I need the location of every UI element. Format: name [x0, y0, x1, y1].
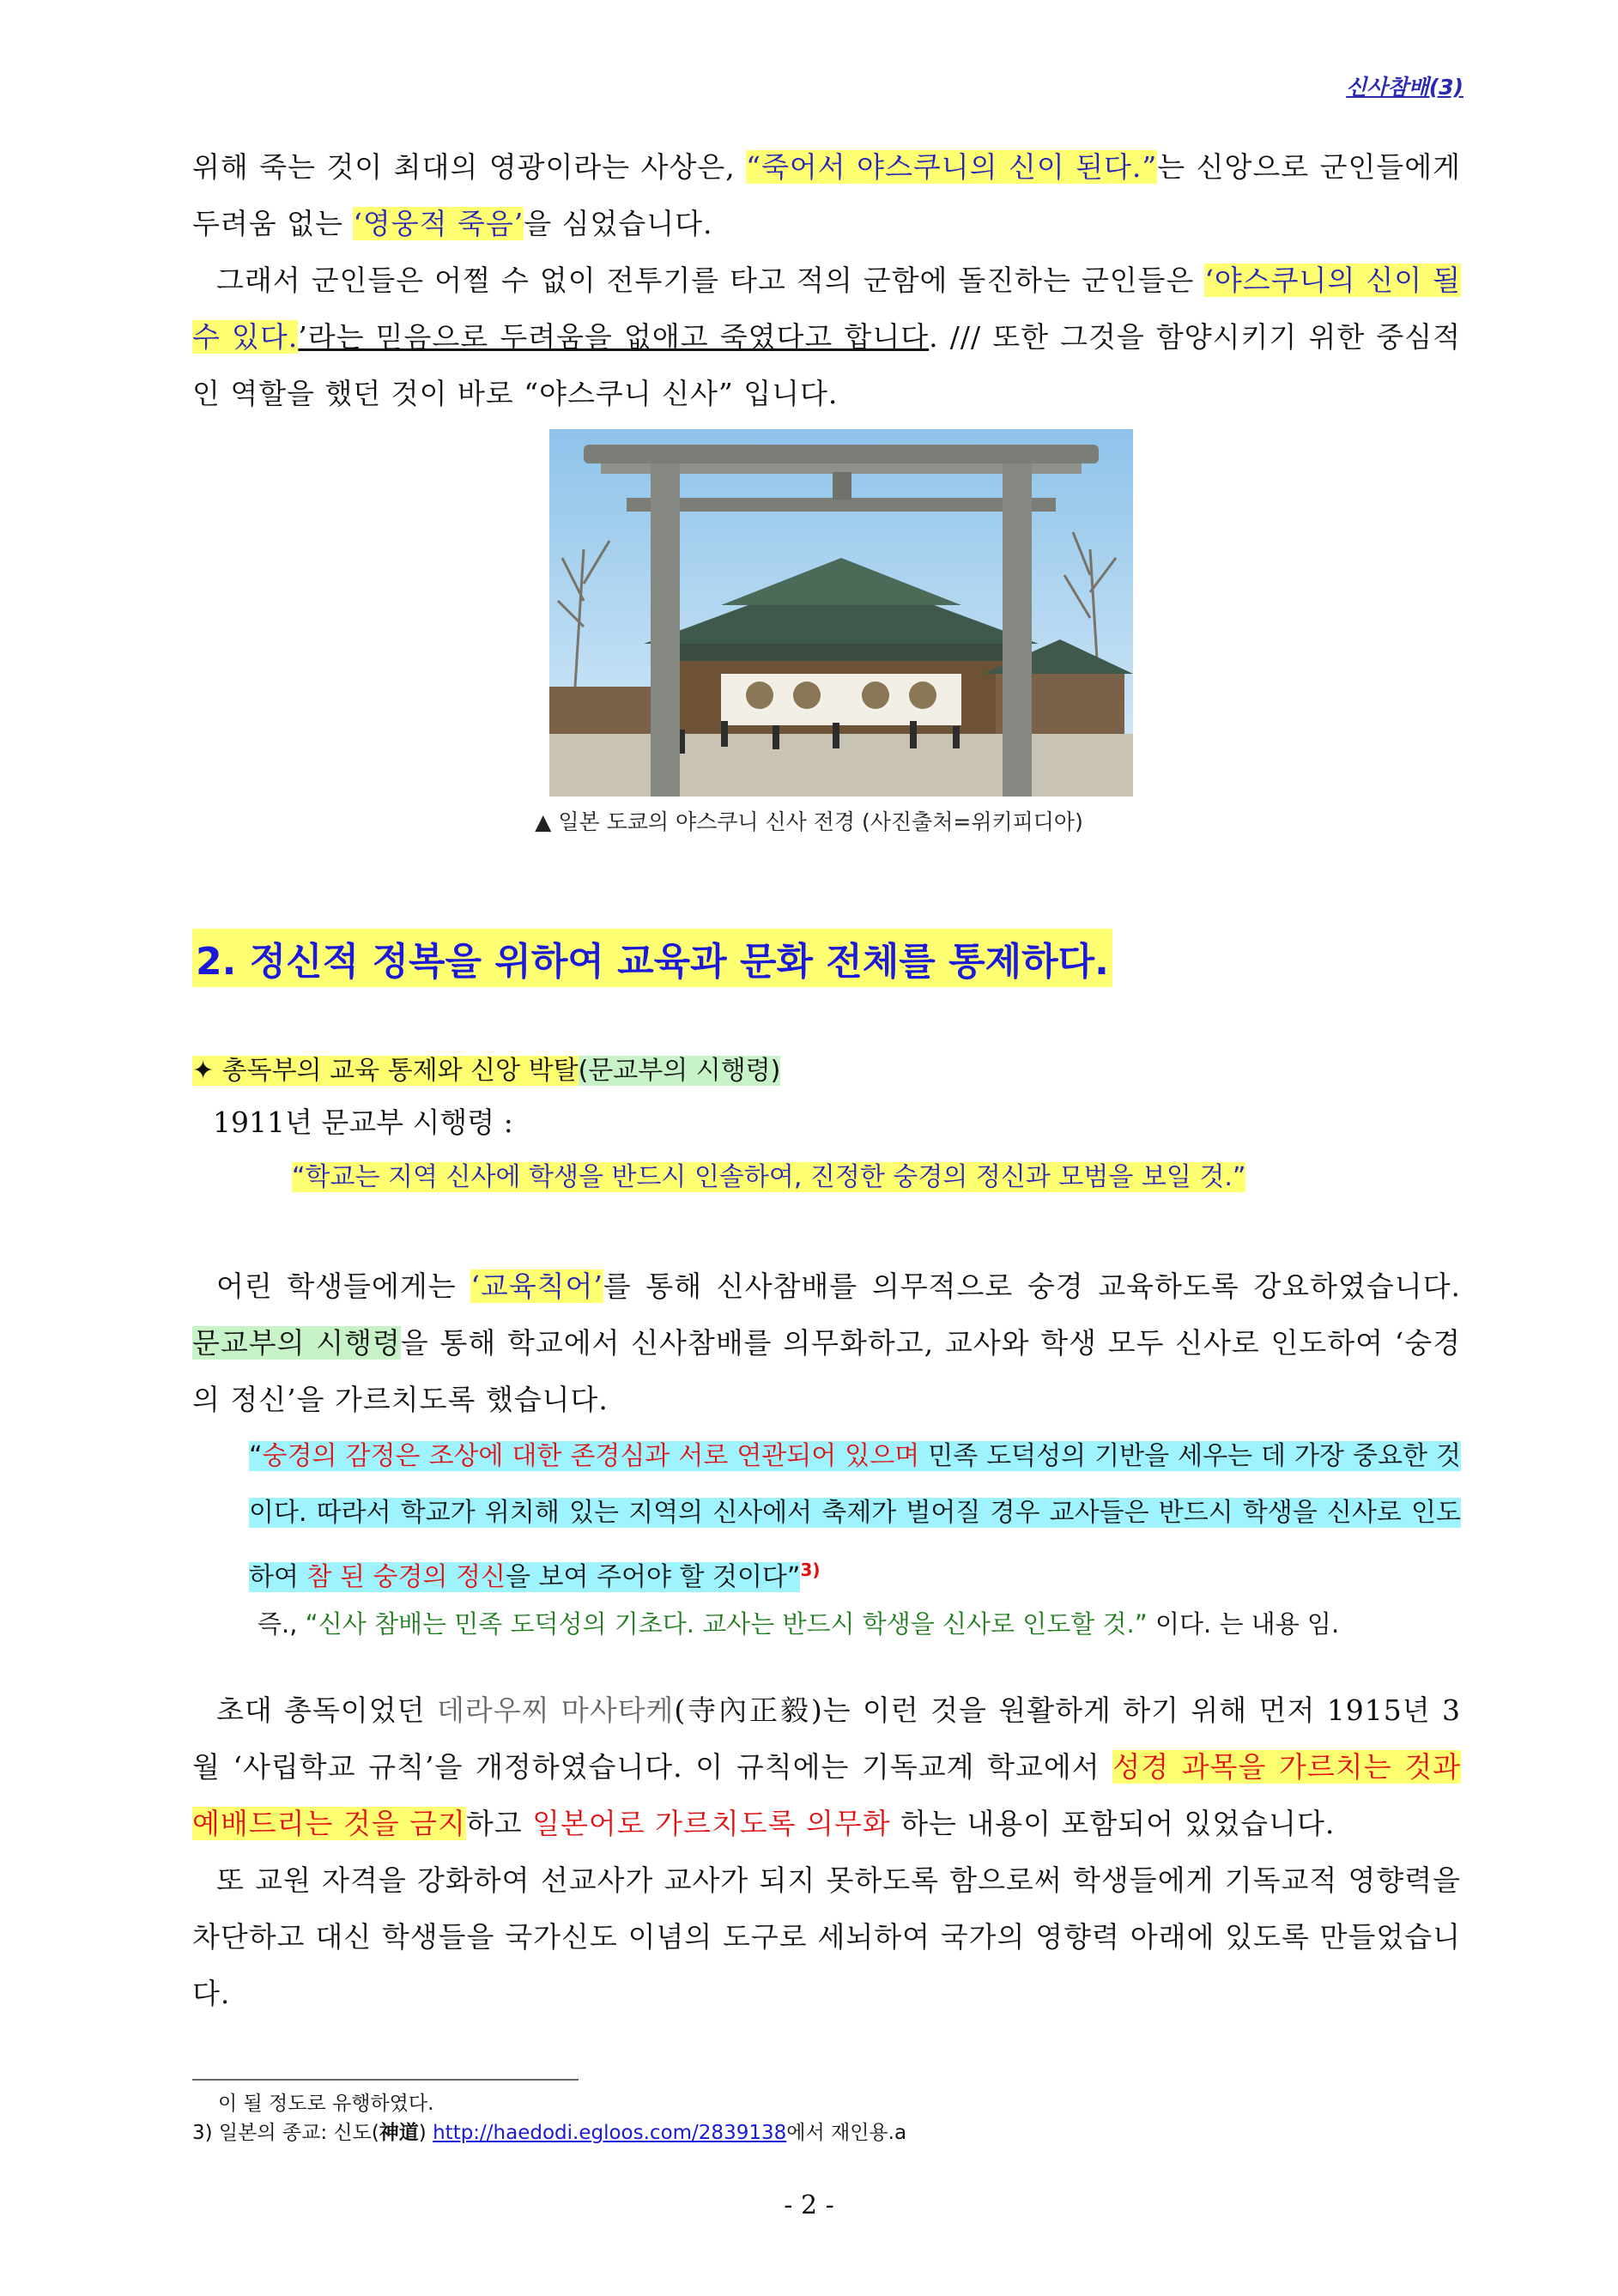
section-heading: 2. 정신적 정복을 위하여 교육과 문화 전체를 통제하다. [192, 929, 1112, 987]
p4-text-g: 하는 내용이 포함되어 있었습니다. [890, 1807, 1336, 1840]
paragraph-5: 또 교원 자격을 강화하여 선교사가 교사가 되지 못하도록 함으로써 학생들에게 기독교적 영향력을 차단하고 대신 학생들을 국가신도 이념의 도구로 세뇌하여 국가의 영향력 아래에 있도록 만들었습니다. [192, 1863, 1461, 2010]
summary-line [258, 1598, 1339, 1650]
summary-a: 즉., [258, 1609, 306, 1639]
p2-text-a: 그래서 군인들은 어쩔 수 없이 전투기를 타고 적의 군함에 돌진하는 군인들은 [216, 264, 1205, 297]
shrine-illustration [549, 429, 1133, 797]
decree-quote-text: “학교는 지역 신사에 학생을 반드시 인솔하여, 진정한 숭경의 정신과 모범을 보일 것.” [292, 1162, 1246, 1192]
subsection-title-paren: (문교부의 시행령) [578, 1056, 781, 1086]
yasukuni-shrine-photo [549, 429, 1133, 797]
quote2-text-d: 을 보여 주어야 할 것이다 [505, 1562, 787, 1592]
quote2-close: ” [786, 1562, 801, 1592]
p3-imperial-rescript: ‘교육칙어’ [470, 1269, 603, 1303]
p4-japanese-mandate: 일본어로 가르치도록 의무화 [532, 1807, 891, 1840]
quote2-open: “ [249, 1441, 263, 1471]
p4-text-e: 하고 [465, 1807, 533, 1840]
photo-caption: ▲ 일본 도쿄의 야스쿠니 신사 전경 (사진출처=위키피디아) [535, 809, 1083, 834]
p1-text-e: 을 심었습니다. [524, 207, 713, 240]
footnote-3-hanja: 神道 [379, 2122, 419, 2144]
footnote-3-a: 3) 일본의 종교: 신도( [192, 2122, 379, 2144]
summary-c: 이다. 는 내용 임. [1147, 1609, 1340, 1639]
running-header: 신사참배(3) [1346, 75, 1463, 100]
p3-ministry-decree: 문교부의 시행령 [192, 1326, 401, 1360]
footnote-3-d: 에서 재인용.a [786, 2122, 907, 2144]
quote2-body: 민족 도덕성의 기반을 세우는 데 가장 중요한 것이다. 따라서 학교가 위치해 있는 지역의 신사에서 축제가 벌어질 경우 교사들은 반드시 학생을 신사로 인도하여 [249, 1441, 1461, 1592]
p3-text-e: 을 통해 학교에서 신사참배를 의무화하고, 교사와 학생 모두 신사로 인도하여 ‘숭경의 정신’을 가르치도록 했습니다. [192, 1326, 1461, 1416]
subsection-title-main: ✦ 총독부의 교육 통제와 신앙 박탈 [192, 1056, 579, 1086]
paragraph-1 [192, 139, 1461, 252]
p3-text-c: 를 통해 신사참배를 의무적으로 숭경 교육하도록 강요하였습니다. [603, 1269, 1461, 1303]
footnote-ref-3[interactable]: 3) [800, 1560, 821, 1580]
page-number: - 2 - [784, 2190, 834, 2220]
p1-heroic-death: ‘영웅적 죽음’ [353, 207, 524, 240]
paragraph-3 [192, 1258, 1461, 1428]
summary-quote: “신사 참배는 민족 도덕성의 기초다. 교사는 반드시 학생을 신사로 인도할 것.” [305, 1609, 1148, 1639]
p1-text-c: 는 신앙으로 군인들에게 두려움 없는 [192, 150, 1461, 240]
footnote-continuation: 이 될 정도로 유행하였다. [218, 2093, 434, 2115]
decree-line: 1911년 문교부 시행령 : [213, 1106, 513, 1139]
paragraph-2 [192, 252, 1461, 422]
p1-quote-yasukuni-god: “죽어서 야스쿠니의 신이 된다.” [746, 150, 1158, 184]
p4-text-c: (寺內正毅)는 이런 것을 원활하게 하기 위해 먼저 1915년 3월 ‘사립학교 규칙’을 개정하였습니다. 이 규칙에는 기독교계 학교에서 [192, 1693, 1461, 1784]
footnote-divider [192, 2079, 579, 2081]
footnote-3-link[interactable]: http://haedodi.egloos.com/2839138 [433, 2122, 787, 2144]
quote2-red-c: 참 된 숭경의 정신 [306, 1562, 506, 1592]
p2-can-become-god: ‘야스쿠니의 신이 될 수 있다. [192, 264, 1461, 354]
decree-quote [292, 1155, 1245, 1193]
p3-text-a: 어린 학생들에게는 [216, 1269, 471, 1303]
p4-governor-name: 데라우찌 마사타케 [436, 1693, 675, 1727]
subsection-title [192, 1049, 780, 1087]
p1-text-a: 위해 죽는 것이 최대의 영광이라는 사상은, [192, 150, 747, 184]
paragraph-4 [192, 1682, 1461, 1852]
education-quote [249, 1428, 1461, 1606]
p4-text-a: 초대 총독이었던 [216, 1693, 437, 1727]
footnote-3-c: ) [418, 2122, 433, 2144]
footnote-3 [192, 2117, 906, 2145]
p2-belief-underlined: ’라는 믿음으로 두려움을 없애고 죽였다고 합니다 [298, 320, 930, 354]
p4-bible-ban: 성경 과목을 가르치는 것과 예배드리는 것을 금지 [192, 1750, 1461, 1840]
p2-text-d: . /// 또한 그것을 함양시키기 위한 중심적인 역할을 했던 것이 바로 “야스쿠니 신사” 입니다. [192, 320, 1462, 410]
quote2-red-a: 숭경의 감정은 조상에 대한 존경심과 서로 연관되어 있으며 [262, 1441, 920, 1471]
